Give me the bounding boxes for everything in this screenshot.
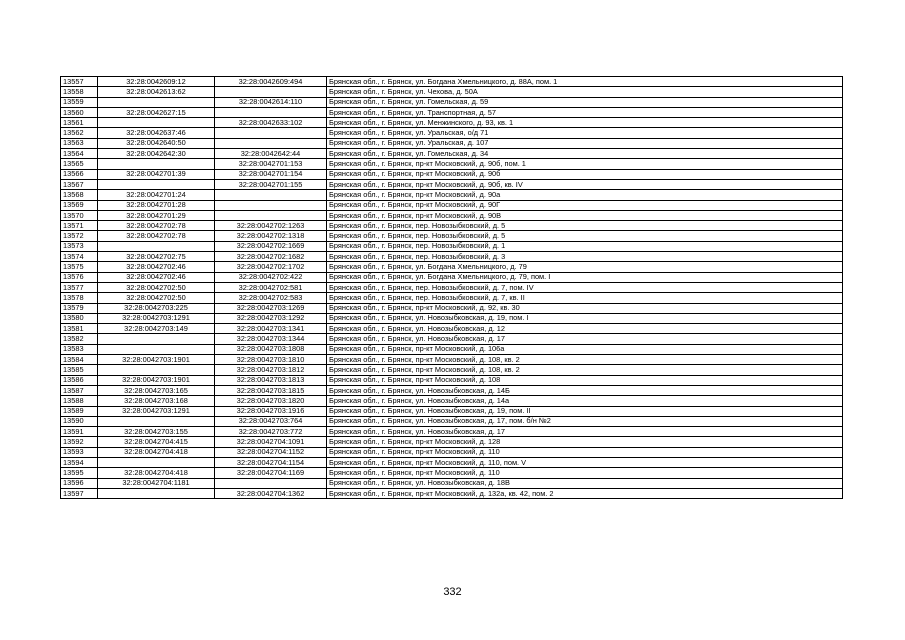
table-row — [61, 118, 843, 128]
table-row — [61, 468, 843, 478]
table-row — [61, 385, 843, 395]
table-row — [61, 375, 843, 385]
table-row — [61, 437, 843, 447]
table-row — [61, 396, 843, 406]
record-number-cell: 13595 — [61, 468, 98, 478]
parcel-cadastral-number-cell — [98, 118, 215, 128]
table-row — [61, 334, 843, 344]
address-cell: Брянская обл., г. Брянск, пер. Новозыбковский, д. 1 — [327, 241, 843, 251]
object-cadastral-number-cell — [215, 128, 327, 138]
address-cell: Брянская обл., г. Брянск, пр-кт Московский, д. 90б — [327, 169, 843, 179]
page-number: 332 — [443, 586, 462, 598]
object-cadastral-number-cell: 32:28:0042704:1152 — [215, 447, 327, 457]
parcel-cadastral-number-cell: 32:28:0042701:28 — [98, 200, 215, 210]
object-cadastral-number-cell — [215, 200, 327, 210]
object-cadastral-number-cell: 32:28:0042701:153 — [215, 159, 327, 169]
object-cadastral-number-cell: 32:28:0042704:1362 — [215, 488, 327, 498]
record-number-cell: 13581 — [61, 324, 98, 334]
record-number-cell: 13584 — [61, 355, 98, 365]
record-number-cell: 13577 — [61, 282, 98, 292]
record-number-cell: 13566 — [61, 169, 98, 179]
table-row — [61, 457, 843, 467]
parcel-cadastral-number-cell — [98, 179, 215, 189]
address-cell: Брянская обл., г. Брянск, ул. Богдана Хмельницкого, д. 79 — [327, 262, 843, 272]
table-row — [61, 365, 843, 375]
object-cadastral-number-cell: 32:28:0042642:44 — [215, 149, 327, 159]
record-number-cell: 13590 — [61, 416, 98, 426]
table-row — [61, 231, 843, 241]
table-row — [61, 355, 843, 365]
record-number-cell: 13565 — [61, 159, 98, 169]
object-cadastral-number-cell: 32:28:0042704:1154 — [215, 457, 327, 467]
address-cell: Брянская обл., г. Брянск, ул. Менжинского, д. 93, кв. 1 — [327, 118, 843, 128]
address-cell: Брянская обл., г. Брянск, пр-кт Московский, д. 92, кв. 30 — [327, 303, 843, 313]
record-number-cell: 13572 — [61, 231, 98, 241]
table-row — [61, 179, 843, 189]
record-number-cell: 13575 — [61, 262, 98, 272]
table-row — [61, 149, 843, 159]
address-cell: Брянская обл., г. Брянск, пер. Новозыбковский, д. 5 — [327, 231, 843, 241]
address-cell: Брянская обл., г. Брянск, пр-кт Московский, д. 90а — [327, 190, 843, 200]
table-row — [61, 252, 843, 262]
address-cell: Брянская обл., г. Брянск, ул. Новозыбковская, д. 14Б — [327, 385, 843, 395]
record-number-cell: 13582 — [61, 334, 98, 344]
table-row — [61, 293, 843, 303]
parcel-cadastral-number-cell: 32:28:0042704:418 — [98, 468, 215, 478]
record-number-cell: 13597 — [61, 488, 98, 498]
parcel-cadastral-number-cell: 32:28:0042702:46 — [98, 272, 215, 282]
object-cadastral-number-cell: 32:28:0042702:1702 — [215, 262, 327, 272]
record-number-cell: 13560 — [61, 107, 98, 117]
table-row — [61, 190, 843, 200]
address-cell: Брянская обл., г. Брянск, пр-кт Московский, д. 108, кв. 2 — [327, 365, 843, 375]
table-row — [61, 427, 843, 437]
record-number-cell: 13592 — [61, 437, 98, 447]
parcel-cadastral-number-cell — [98, 334, 215, 344]
address-cell: Брянская обл., г. Брянск, ул. Уральская, д. 107 — [327, 138, 843, 148]
object-cadastral-number-cell: 32:28:0042703:1815 — [215, 385, 327, 395]
object-cadastral-number-cell: 32:28:0042702:1263 — [215, 221, 327, 231]
object-cadastral-number-cell: 32:28:0042703:1292 — [215, 313, 327, 323]
object-cadastral-number-cell — [215, 138, 327, 148]
address-cell: Брянская обл., г. Брянск, пр-кт Московский, д. 90б, кв. IV — [327, 179, 843, 189]
address-cell: Брянская обл., г. Брянск, пр-кт Московский, д. 132а, кв. 42, пом. 2 — [327, 488, 843, 498]
object-cadastral-number-cell: 32:28:0042703:1269 — [215, 303, 327, 313]
parcel-cadastral-number-cell — [98, 416, 215, 426]
object-cadastral-number-cell: 32:28:0042702:1682 — [215, 252, 327, 262]
address-cell: Брянская обл., г. Брянск, пер. Новозыбковский, д. 3 — [327, 252, 843, 262]
record-number-cell: 13568 — [61, 190, 98, 200]
address-cell: Брянская обл., г. Брянск, ул. Чехова, д. 50А — [327, 87, 843, 97]
object-cadastral-number-cell: 32:28:0042633:102 — [215, 118, 327, 128]
parcel-cadastral-number-cell: 32:28:0042702:78 — [98, 221, 215, 231]
address-cell: Брянская обл., г. Брянск, пр-кт Московский, д. 90Г — [327, 200, 843, 210]
table-row — [61, 488, 843, 498]
address-cell: Брянская обл., г. Брянск, пр-кт Московский, д. 110 — [327, 447, 843, 457]
address-cell: Брянская обл., г. Брянск, пр-кт Московский, д. 128 — [327, 437, 843, 447]
table-row — [61, 241, 843, 251]
record-number-cell: 13562 — [61, 128, 98, 138]
object-cadastral-number-cell: 32:28:0042701:154 — [215, 169, 327, 179]
object-cadastral-number-cell: 32:28:0042702:581 — [215, 282, 327, 292]
object-cadastral-number-cell: 32:28:0042702:583 — [215, 293, 327, 303]
address-cell: Брянская обл., г. Брянск, пр-кт Московский, д. 106а — [327, 344, 843, 354]
parcel-cadastral-number-cell: 32:28:0042704:415 — [98, 437, 215, 447]
parcel-cadastral-number-cell: 32:28:0042704:418 — [98, 447, 215, 457]
parcel-cadastral-number-cell: 32:28:0042703:155 — [98, 427, 215, 437]
record-number-cell: 13561 — [61, 118, 98, 128]
table-row — [61, 313, 843, 323]
record-number-cell: 13564 — [61, 149, 98, 159]
address-cell: Брянская обл., г. Брянск, пр-кт Московский, д. 110, пом. V — [327, 457, 843, 467]
table-row — [61, 87, 843, 97]
address-cell: Брянская обл., г. Брянск, пр-кт Московский, д. 90В — [327, 210, 843, 220]
table-row — [61, 138, 843, 148]
parcel-cadastral-number-cell: 32:28:0042702:50 — [98, 293, 215, 303]
address-cell: Брянская обл., г. Брянск, ул. Уральская, о/д 71 — [327, 128, 843, 138]
address-cell: Брянская обл., г. Брянск, пер. Новозыбковский, д. 5 — [327, 221, 843, 231]
address-cell: Брянская обл., г. Брянск, пр-кт Московский, д. 108, кв. 2 — [327, 355, 843, 365]
object-cadastral-number-cell: 32:28:0042703:1808 — [215, 344, 327, 354]
table-row — [61, 447, 843, 457]
object-cadastral-number-cell — [215, 190, 327, 200]
record-number-cell: 13585 — [61, 365, 98, 375]
object-cadastral-number-cell — [215, 478, 327, 488]
parcel-cadastral-number-cell: 32:28:0042703:168 — [98, 396, 215, 406]
record-number-cell: 13589 — [61, 406, 98, 416]
object-cadastral-number-cell: 32:28:0042703:1810 — [215, 355, 327, 365]
parcel-cadastral-number-cell: 32:28:0042640:50 — [98, 138, 215, 148]
table-row — [61, 282, 843, 292]
parcel-cadastral-number-cell: 32:28:0042704:1181 — [98, 478, 215, 488]
object-cadastral-number-cell: 32:28:0042702:1669 — [215, 241, 327, 251]
address-cell: Брянская обл., г. Брянск, ул. Новозыбковская, д. 17, пом. б/н №2 — [327, 416, 843, 426]
record-number-cell: 13570 — [61, 210, 98, 220]
record-number-cell: 13569 — [61, 200, 98, 210]
address-cell: Брянская обл., г. Брянск, пер. Новозыбковский, д. 7, кв. II — [327, 293, 843, 303]
address-cell: Брянская обл., г. Брянск, ул. Новозыбковская, д. 19, пом. II — [327, 406, 843, 416]
address-cell: Брянская обл., г. Брянск, ул. Богдана Хмельницкого, д. 79, пом. I — [327, 272, 843, 282]
table-row — [61, 97, 843, 107]
object-cadastral-number-cell: 32:28:0042702:422 — [215, 272, 327, 282]
parcel-cadastral-number-cell: 32:28:0042613:62 — [98, 87, 215, 97]
record-number-cell: 13574 — [61, 252, 98, 262]
parcel-cadastral-number-cell: 32:28:0042703:1901 — [98, 355, 215, 365]
parcel-cadastral-number-cell: 32:28:0042703:149 — [98, 324, 215, 334]
object-cadastral-number-cell: 32:28:0042703:1813 — [215, 375, 327, 385]
address-cell: Брянская обл., г. Брянск, ул. Транспортная, д. 57 — [327, 107, 843, 117]
parcel-cadastral-number-cell — [98, 457, 215, 467]
parcel-cadastral-number-cell — [98, 365, 215, 375]
parcel-cadastral-number-cell: 32:28:0042702:50 — [98, 282, 215, 292]
records-table-body — [61, 77, 843, 499]
object-cadastral-number-cell — [215, 210, 327, 220]
object-cadastral-number-cell: 32:28:0042701:155 — [215, 179, 327, 189]
record-number-cell: 13573 — [61, 241, 98, 251]
record-number-cell: 13583 — [61, 344, 98, 354]
address-cell: Брянская обл., г. Брянск, ул. Новозыбковская, д. 17 — [327, 427, 843, 437]
record-number-cell: 13593 — [61, 447, 98, 457]
parcel-cadastral-number-cell: 32:28:0042703:225 — [98, 303, 215, 313]
table-row — [61, 416, 843, 426]
parcel-cadastral-number-cell: 32:28:0042703:1901 — [98, 375, 215, 385]
parcel-cadastral-number-cell — [98, 344, 215, 354]
parcel-cadastral-number-cell: 32:28:0042642:30 — [98, 149, 215, 159]
parcel-cadastral-number-cell: 32:28:0042702:46 — [98, 262, 215, 272]
object-cadastral-number-cell: 32:28:0042703:1341 — [215, 324, 327, 334]
object-cadastral-number-cell: 32:28:0042703:772 — [215, 427, 327, 437]
address-cell: Брянская обл., г. Брянск, ул. Новозыбковская, д. 12 — [327, 324, 843, 334]
address-cell: Брянская обл., г. Брянск, пер. Новозыбковский, д. 7, пом. IV — [327, 282, 843, 292]
table-row — [61, 324, 843, 334]
table-row — [61, 221, 843, 231]
object-cadastral-number-cell — [215, 87, 327, 97]
record-number-cell: 13571 — [61, 221, 98, 231]
address-cell: Брянская обл., г. Брянск, ул. Богдана Хмельницкого, д. 88А, пом. 1 — [327, 77, 843, 87]
address-cell: Брянская обл., г. Брянск, ул. Гомельская, д. 59 — [327, 97, 843, 107]
parcel-cadastral-number-cell: 32:28:0042637:46 — [98, 128, 215, 138]
object-cadastral-number-cell: 32:28:0042703:764 — [215, 416, 327, 426]
record-number-cell: 13567 — [61, 179, 98, 189]
object-cadastral-number-cell: 32:28:0042609:494 — [215, 77, 327, 87]
address-cell: Брянская обл., г. Брянск, ул. Новозыбковская, д. 17 — [327, 334, 843, 344]
table-row — [61, 200, 843, 210]
table-row — [61, 77, 843, 87]
record-number-cell: 13588 — [61, 396, 98, 406]
records-table — [60, 76, 843, 499]
record-number-cell: 13596 — [61, 478, 98, 488]
table-row — [61, 107, 843, 117]
parcel-cadastral-number-cell: 32:28:0042703:165 — [98, 385, 215, 395]
record-number-cell: 13586 — [61, 375, 98, 385]
object-cadastral-number-cell: 32:28:0042703:1820 — [215, 396, 327, 406]
table-row — [61, 272, 843, 282]
record-number-cell: 13559 — [61, 97, 98, 107]
table-row — [61, 478, 843, 488]
object-cadastral-number-cell: 32:28:0042703:1916 — [215, 406, 327, 416]
object-cadastral-number-cell: 32:28:0042614:110 — [215, 97, 327, 107]
parcel-cadastral-number-cell: 32:28:0042703:1291 — [98, 313, 215, 323]
table-row — [61, 344, 843, 354]
table-row — [61, 169, 843, 179]
table-row — [61, 303, 843, 313]
object-cadastral-number-cell: 32:28:0042704:1169 — [215, 468, 327, 478]
address-cell: Брянская обл., г. Брянск, пр-кт Московский, д. 108 — [327, 375, 843, 385]
record-number-cell: 13579 — [61, 303, 98, 313]
record-number-cell: 13578 — [61, 293, 98, 303]
object-cadastral-number-cell: 32:28:0042702:1318 — [215, 231, 327, 241]
parcel-cadastral-number-cell: 32:28:0042701:29 — [98, 210, 215, 220]
record-number-cell: 13594 — [61, 457, 98, 467]
parcel-cadastral-number-cell: 32:28:0042702:78 — [98, 231, 215, 241]
address-cell: Брянская обл., г. Брянск, пр-кт Московский, д. 90б, пом. 1 — [327, 159, 843, 169]
record-number-cell: 13563 — [61, 138, 98, 148]
address-cell: Брянская обл., г. Брянск, ул. Гомельская, д. 34 — [327, 149, 843, 159]
record-number-cell: 13557 — [61, 77, 98, 87]
table-row — [61, 159, 843, 169]
parcel-cadastral-number-cell: 32:28:0042701:39 — [98, 169, 215, 179]
record-number-cell: 13558 — [61, 87, 98, 97]
parcel-cadastral-number-cell — [98, 97, 215, 107]
parcel-cadastral-number-cell: 32:28:0042627:15 — [98, 107, 215, 117]
table-row — [61, 406, 843, 416]
object-cadastral-number-cell: 32:28:0042703:1344 — [215, 334, 327, 344]
record-number-cell: 13580 — [61, 313, 98, 323]
address-cell: Брянская обл., г. Брянск, пр-кт Московский, д. 110 — [327, 468, 843, 478]
address-cell: Брянская обл., г. Брянск, ул. Новозыбковская, д. 19, пом. I — [327, 313, 843, 323]
record-number-cell: 13587 — [61, 385, 98, 395]
object-cadastral-number-cell: 32:28:0042703:1812 — [215, 365, 327, 375]
table-row — [61, 262, 843, 272]
object-cadastral-number-cell: 32:28:0042704:1091 — [215, 437, 327, 447]
parcel-cadastral-number-cell: 32:28:0042609:12 — [98, 77, 215, 87]
parcel-cadastral-number-cell: 32:28:0042703:1291 — [98, 406, 215, 416]
object-cadastral-number-cell — [215, 107, 327, 117]
parcel-cadastral-number-cell — [98, 159, 215, 169]
record-number-cell: 13576 — [61, 272, 98, 282]
address-cell: Брянская обл., г. Брянск, ул. Новозыбковская, д. 14а — [327, 396, 843, 406]
parcel-cadastral-number-cell — [98, 241, 215, 251]
table-row — [61, 210, 843, 220]
table-row — [61, 128, 843, 138]
parcel-cadastral-number-cell: 32:28:0042702:75 — [98, 252, 215, 262]
record-number-cell: 13591 — [61, 427, 98, 437]
parcel-cadastral-number-cell: 32:28:0042701:24 — [98, 190, 215, 200]
address-cell: Брянская обл., г. Брянск, ул. Новозыбковская, д. 18В — [327, 478, 843, 488]
parcel-cadastral-number-cell — [98, 488, 215, 498]
